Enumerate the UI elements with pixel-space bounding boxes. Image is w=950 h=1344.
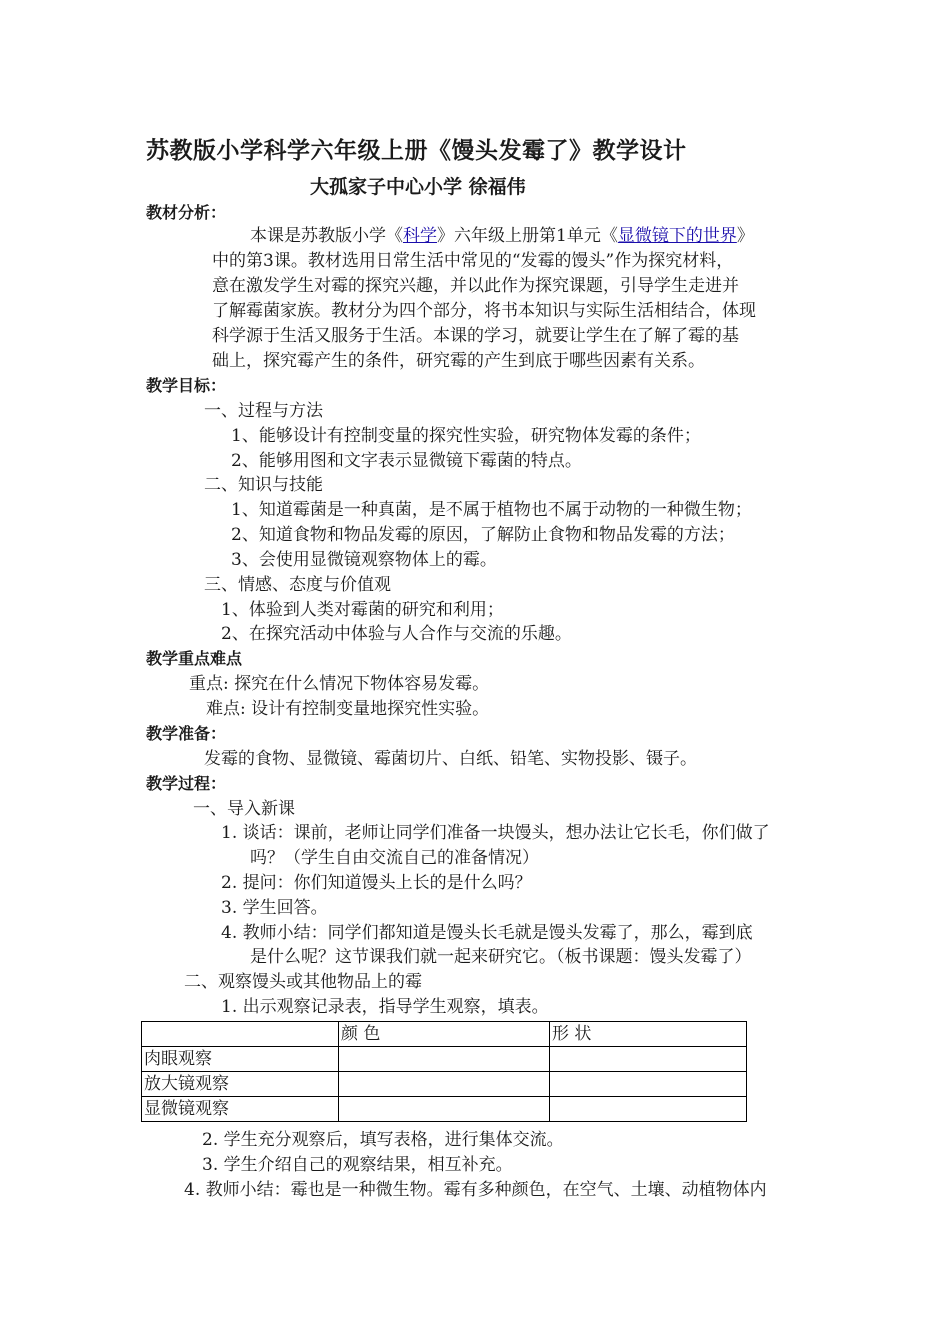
table-cell bbox=[142, 1022, 339, 1047]
analysis-text: 》六年级上册第1单元《 bbox=[437, 226, 618, 246]
table-cell bbox=[550, 1047, 747, 1072]
goal-item: 2、在探究活动中体验与人合作与交流的乐趣。 bbox=[221, 624, 572, 644]
goal-item: 1、知道霉菌是一种真菌，是不属于植物也不属于动物的一种微生物； bbox=[231, 500, 752, 520]
difficult-point: 难点: 设计有控制变量地探究性实验。 bbox=[206, 699, 490, 719]
table-cell bbox=[339, 1072, 550, 1097]
table-cell bbox=[339, 1047, 550, 1072]
goal-item: 2、知道食物和物品发霉的原因，了解防止食物和物品发霉的方法； bbox=[231, 525, 735, 545]
goal-section: 一、过程与方法 bbox=[204, 401, 323, 421]
process-item: 3. 学生回答。 bbox=[221, 898, 328, 918]
keypoints-heading: 教学重点难点 bbox=[146, 649, 243, 668]
goal-section: 三、情感、态度与价值观 bbox=[204, 575, 391, 595]
analysis-line: 科学源于生活又服务于生活。本课的学习，就要让学生在了解了霉的基 bbox=[212, 326, 739, 346]
table-row bbox=[142, 1072, 747, 1097]
analysis-line-1 bbox=[250, 224, 754, 248]
goal-section: 二、知识与技能 bbox=[204, 475, 323, 495]
prep-heading: 教学准备： bbox=[146, 724, 227, 743]
table-row-label: 肉眼观察 bbox=[142, 1047, 339, 1072]
process-item: 4. 教师小结：同学们都知道是馒头长毛就是馒头发霉了，那么，霉到底 bbox=[221, 923, 753, 943]
author-line: 大孤家子中心小学 徐福伟 bbox=[310, 176, 526, 198]
process-heading: 教学过程： bbox=[146, 774, 227, 793]
process-section: 二、观察馒头或其他物品上的霉 bbox=[184, 972, 422, 992]
key-point: 重点: 探究在什么情况下物体容易发霉。 bbox=[189, 674, 490, 694]
table-row-label: 显微镜观察 bbox=[142, 1097, 339, 1122]
analysis-text: 本课是苏教版小学《 bbox=[250, 226, 403, 246]
process-item: 2. 学生充分观察后，填写表格，进行集体交流。 bbox=[202, 1130, 564, 1150]
goal-item: 2、能够用图和文字表示显微镜下霉菌的特点。 bbox=[231, 451, 582, 471]
goal-item: 1、能够设计有控制变量的探究性实验，研究物体发霉的条件； bbox=[231, 426, 701, 446]
process-section: 一、导入新课 bbox=[193, 799, 295, 819]
process-item: 2. 提问：你们知道馒头上长的是什么吗？ bbox=[221, 873, 532, 893]
process-item: 1. 谈话：课前，老师让同学们准备一块馒头，想办法让它长毛，你们做了 bbox=[221, 823, 770, 843]
table-row-label: 放大镜观察 bbox=[142, 1072, 339, 1097]
table-header-row bbox=[142, 1022, 747, 1047]
goal-item: 1、体验到人类对霉菌的研究和利用； bbox=[221, 600, 504, 620]
analysis-line: 中的第3课。教材选用日常生活中常见的“发霉的馒头”作为探究材料， bbox=[212, 251, 734, 271]
analysis-line: 意在激发学生对霉的探究兴趣，并以此作为探究课题，引导学生走进并 bbox=[212, 276, 739, 296]
analysis-text: 》 bbox=[736, 226, 754, 246]
process-item: 吗？（学生自由交流自己的准备情况） bbox=[250, 848, 539, 868]
prep-text: 发霉的食物、显微镜、霉菌切片、白纸、铅笔、实物投影、镊子。 bbox=[204, 749, 697, 769]
table-cell bbox=[550, 1072, 747, 1097]
observation-table bbox=[141, 1021, 747, 1122]
analysis-line: 础上，探究霉产生的条件，研究霉的产生到底于哪些因素有关系。 bbox=[212, 351, 705, 371]
table-header-shape: 形 状 bbox=[550, 1022, 747, 1047]
table-row bbox=[142, 1047, 747, 1072]
document-title: 苏教版小学科学六年级上册《馒头发霉了》教学设计 bbox=[146, 138, 687, 164]
process-item: 3. 学生介绍自己的观察结果，相互补充。 bbox=[202, 1155, 513, 1175]
table-cell bbox=[339, 1097, 550, 1122]
table-row bbox=[142, 1097, 747, 1122]
science-link[interactable]: 科学 bbox=[403, 226, 437, 246]
table-cell bbox=[550, 1097, 747, 1122]
process-item: 1. 出示观察记录表，指导学生观察，填表。 bbox=[221, 997, 549, 1017]
analysis-heading: 教材分析： bbox=[146, 203, 227, 222]
process-item: 是什么呢？这节课我们就一起来研究它。（板书课题：馒头发霉了） bbox=[250, 947, 752, 967]
table-header-color: 颜 色 bbox=[339, 1022, 550, 1047]
process-item: 4. 教师小结：霉也是一种微生物。霉有多种颜色，在空气、土壤、动植物体内 bbox=[184, 1180, 767, 1200]
goals-heading: 教学目标： bbox=[146, 376, 227, 395]
analysis-line: 了解霉菌家族。教材分为四个部分，将书本知识与实际生活相结合，体现 bbox=[212, 301, 756, 321]
microscope-world-link[interactable]: 显微镜下的世界 bbox=[617, 226, 737, 246]
goal-item: 3、会使用显微镜观察物体上的霉。 bbox=[231, 550, 497, 570]
